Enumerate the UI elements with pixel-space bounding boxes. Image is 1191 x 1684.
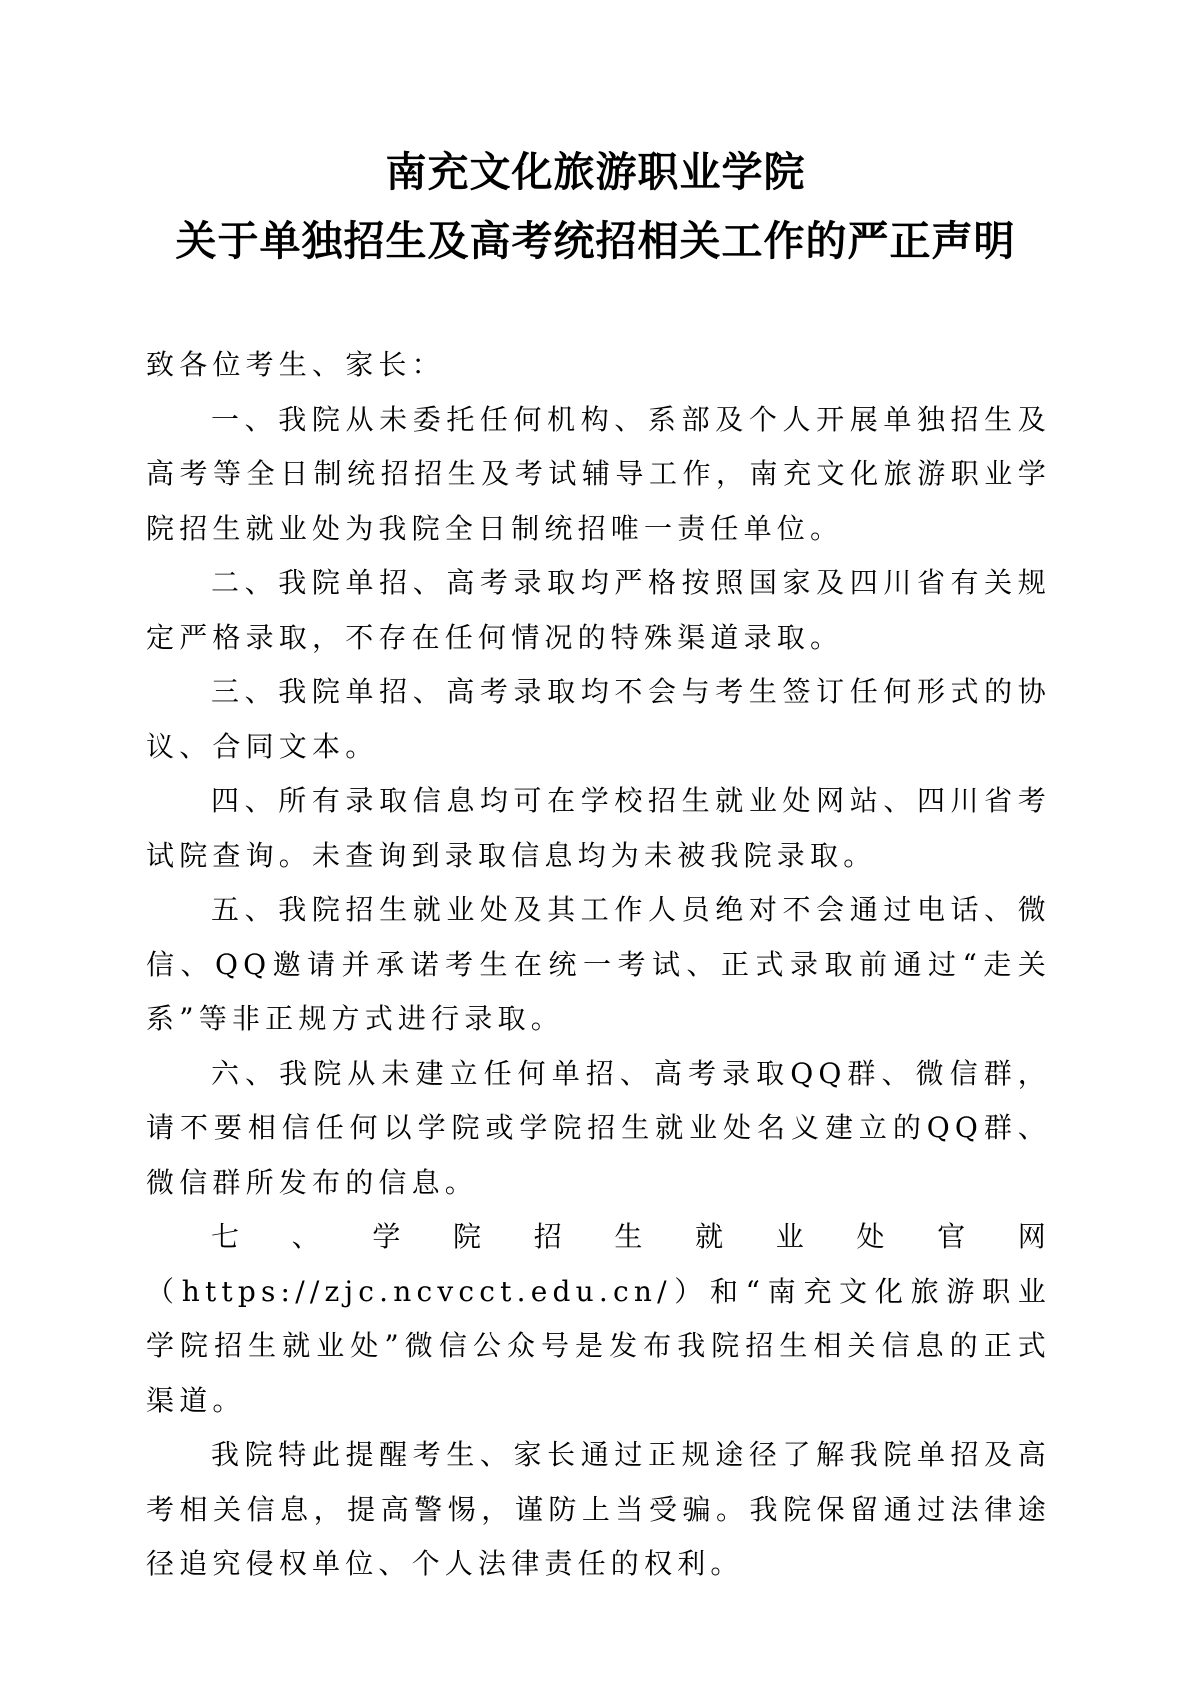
closing-paragraph: 我院特此提醒考生、家长通过正规途径了解我院单招及高考相关信息，提高警惕，谨防上当受骗。我院保留通过法律途径追究侵权单位、个人法律责任的权利。 [146, 1438, 1051, 1580]
document-title-line-1: 南充文化旅游职业学院 [385, 148, 806, 196]
paragraph-3: 三、我院单招、高考录取均不会与考生签订任何形式的协议、合同文本。 [146, 675, 1051, 763]
paragraph-7: 七、学院招生就业处官网（https://zjc.ncvcct.edu.cn/）和“南充文化旅游职业学院招生就业处”微信公众号是发布我院招生相关信息的正式渠道。 [146, 1220, 1051, 1417]
paragraph-6: 六、我院从未建立任何单招、高考录取QQ群、微信群，请不要相信任何以学院或学院招生就业处名义建立的QQ群、微信群所发布的信息。 [146, 1056, 1051, 1199]
paragraph-4: 四、所有录取信息均可在学校招生就业处网站、四川省考试院查询。未查询到录取信息均为未被我院录取。 [146, 784, 1051, 872]
document-title-line-2: 关于单独招生及高考统招相关工作的严正声明 [175, 217, 1016, 265]
paragraph-5: 五、我院招生就业处及其工作人员绝对不会通过电话、微信、QQ邀请并承诺考生在统一考试、正式录取前通过“走关系”等非正规方式进行录取。 [146, 893, 1051, 1035]
document-body [146, 338, 1051, 1592]
paragraph-1: 一、我院从未委托任何机构、系部及个人开展单独招生及高考等全日制统招招生及考试辅导工作，南充文化旅游职业学院招生就业处为我院全日制统招唯一责任单位。 [146, 402, 1051, 545]
salutation: 致各位考生、家长： [146, 348, 445, 381]
paragraph-2: 二、我院单招、高考录取均严格按照国家及四川省有关规定严格录取，不存在任何情况的特殊渠道录取。 [146, 566, 1051, 654]
